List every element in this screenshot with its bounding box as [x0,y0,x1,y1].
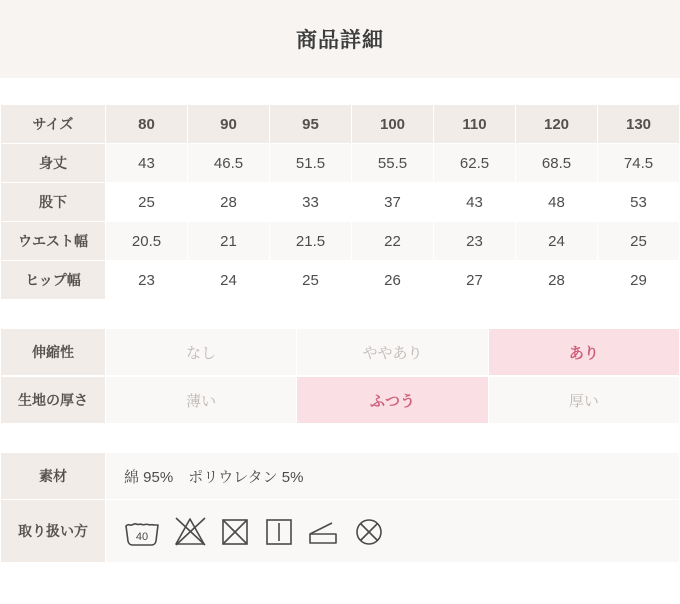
table-cell: 68.5 [516,144,598,183]
thickness-option-normal[interactable]: ふつう [297,377,488,424]
column-header-size: 120 [516,105,598,144]
size-table [0,104,680,300]
row-header-label: 身丈 [1,144,106,183]
material-label: 素材 [1,453,106,500]
stretch-option-slight[interactable]: ややあり [297,329,488,376]
table-cell: 43 [106,144,188,183]
table-cell: 51.5 [270,144,352,183]
care-row [1,500,680,563]
table-cell: 24 [188,261,270,300]
property-table [0,328,680,376]
wash-temperature-label: 40 [135,531,149,543]
table-cell: 23 [106,261,188,300]
row-header-label: 股下 [1,183,106,222]
table-cell: 37 [352,183,434,222]
table-row [1,144,680,183]
drip-dry-hang-icon [262,514,296,548]
property-row-thickness [1,377,680,424]
table-cell: 25 [598,222,680,261]
spacer-after-size-table [0,300,680,328]
table-cell: 28 [516,261,598,300]
table-cell: 33 [270,183,352,222]
material-row [1,453,680,500]
column-header-size: 110 [434,105,516,144]
material-table [0,452,680,563]
thickness-option-thin[interactable]: 薄い [106,377,297,424]
table-cell: 25 [106,183,188,222]
column-header-size: 130 [598,105,680,144]
table-cell: 48 [516,183,598,222]
table-cell: 21 [188,222,270,261]
page-title-bar [0,0,680,78]
table-cell: 26 [352,261,434,300]
table-cell: 23 [434,222,516,261]
spacer-top [0,78,680,104]
table-cell: 53 [598,183,680,222]
no-bleach-icon [172,514,208,548]
wash-40-icon [122,514,162,548]
no-iron-icon [352,514,386,548]
table-cell: 28 [188,183,270,222]
bottom-spacer [0,563,680,587]
no-tumble-dry-icon [218,514,252,548]
no-dry-clean-icon [306,514,342,548]
care-icons-cell [106,500,680,563]
table-cell: 22 [352,222,434,261]
table-cell: 55.5 [352,144,434,183]
table-cell: 25 [270,261,352,300]
stretch-option-none[interactable]: なし [106,329,297,376]
column-header-size: 80 [106,105,188,144]
property-label-stretch: 伸縮性 [1,329,106,376]
table-cell: 20.5 [106,222,188,261]
column-header-size: 90 [188,105,270,144]
spacer-after-property-table [0,424,680,452]
table-row [1,261,680,300]
material-value: 綿 95% ポリウレタン 5% [106,453,680,500]
table-cell: 29 [598,261,680,300]
column-header-size: 100 [352,105,434,144]
table-cell: 24 [516,222,598,261]
table-cell: 74.5 [598,144,680,183]
table-cell: 21.5 [270,222,352,261]
thickness-option-thick[interactable]: 厚い [488,377,679,424]
table-cell: 62.5 [434,144,516,183]
table-row [1,183,680,222]
property-table-thickness [0,376,680,424]
care-icon-list [122,514,679,548]
table-cell: 43 [434,183,516,222]
column-header-size: 95 [270,105,352,144]
table-row [1,222,680,261]
size-table-corner-label: サイズ [1,105,106,144]
property-label-thickness: 生地の厚さ [1,377,106,424]
stretch-option-yes[interactable]: あり [488,329,679,376]
table-cell: 46.5 [188,144,270,183]
table-cell: 27 [434,261,516,300]
row-header-label: ウエスト幅 [1,222,106,261]
page-title: 商品詳細 [296,29,384,52]
care-label: 取り扱い方 [1,500,106,563]
property-row-stretch [1,329,680,376]
table-header-row [1,105,680,144]
row-header-label: ヒップ幅 [1,261,106,300]
